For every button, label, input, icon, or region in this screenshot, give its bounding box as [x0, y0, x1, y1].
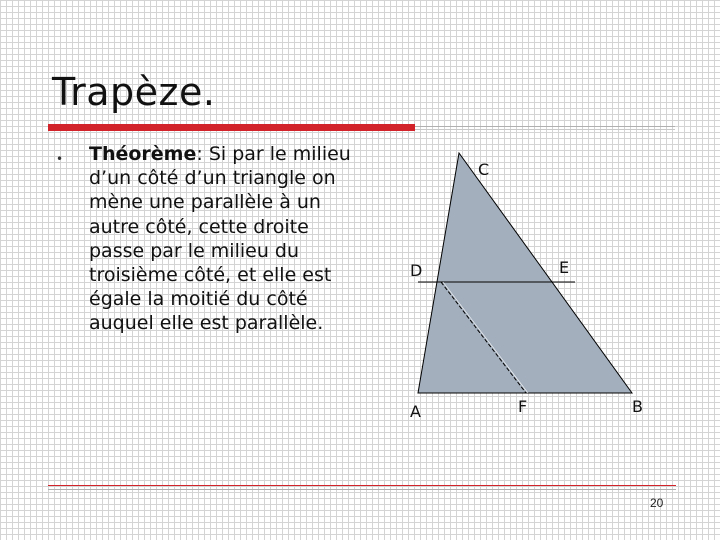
slide-title: Trapèze. [52, 70, 216, 114]
footer-rule-gray [48, 489, 676, 490]
label-a: A [410, 402, 421, 421]
label-c: C [478, 160, 490, 179]
triangle-abc [418, 153, 632, 393]
label-f: F [518, 397, 528, 416]
bullet-marker: • [56, 152, 64, 166]
page-number: 20 [650, 496, 664, 510]
label-d: D [410, 261, 423, 280]
label-b: B [632, 397, 643, 416]
theorem-label: Théorème [89, 143, 197, 165]
footer-rule-red [48, 485, 676, 486]
theorem-text: : Si par le milieu d’un côté d’un triangle on mène une parallèle à un autre côté, cette droite passe par le milieu du troisième côté, et elle est égale la moitié du côté auquel elle est parallèle. [89, 143, 351, 335]
label-e: E [559, 258, 570, 277]
